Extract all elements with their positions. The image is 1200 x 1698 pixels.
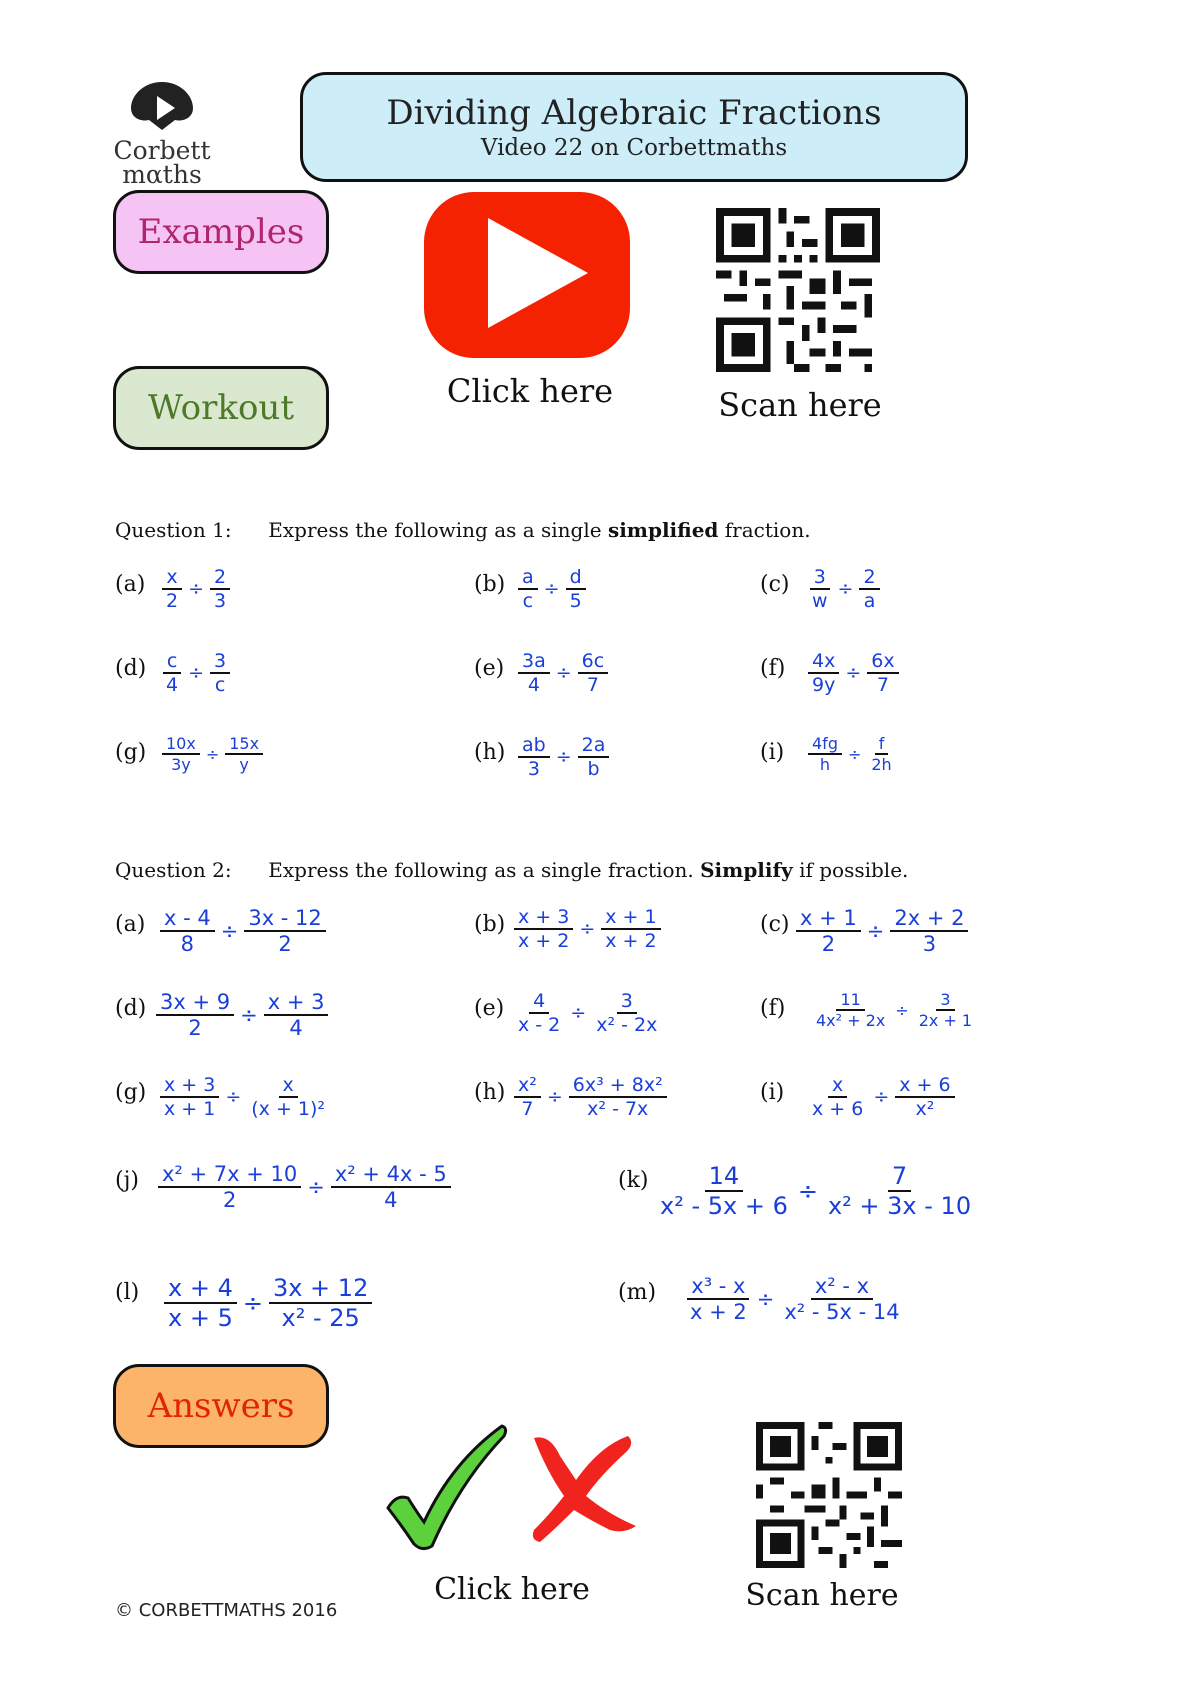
click-here-caption-bottom[interactable]: Click here <box>434 1572 590 1607</box>
denominator: 7 <box>876 674 889 696</box>
fraction <box>656 1162 792 1220</box>
numerator: 2a <box>578 734 610 758</box>
q2-item-expression <box>514 906 661 952</box>
logo-line2: mαths <box>122 160 202 189</box>
divide-sign: ÷ <box>307 1175 325 1199</box>
q1-item-label: (d) <box>115 656 147 681</box>
fraction <box>578 650 609 696</box>
fraction <box>331 1162 451 1212</box>
scan-here-caption-top: Scan here <box>718 386 882 424</box>
divide-sign: ÷ <box>895 1000 909 1020</box>
q2-item-expression <box>796 906 968 956</box>
denominator: 3 <box>527 758 540 780</box>
q2-item-label: (i) <box>760 1080 785 1105</box>
click-here-caption-top[interactable]: Click here <box>446 372 614 410</box>
fraction <box>160 1074 219 1120</box>
denominator: x² <box>915 1098 935 1120</box>
numerator: c <box>163 650 181 674</box>
fraction <box>915 990 976 1030</box>
fraction <box>244 906 325 956</box>
numerator: x² - x <box>811 1274 873 1300</box>
denominator: 3 <box>922 932 937 956</box>
q2-item-expression <box>160 906 326 956</box>
fraction <box>269 1274 372 1332</box>
numerator: 15x <box>225 734 263 755</box>
divide-sign: ÷ <box>555 746 572 768</box>
numerator: 4x <box>808 650 839 674</box>
q2-item-label: (a) <box>115 912 146 937</box>
fraction <box>859 566 879 612</box>
q2-item-label: (d) <box>115 996 147 1021</box>
q2-item-label: (h) <box>474 1080 506 1105</box>
q2-item-expression <box>158 1162 451 1212</box>
q2-item-label: (m) <box>618 1280 657 1305</box>
numerator: 4fg <box>808 734 842 755</box>
q2-item-expression <box>656 1162 975 1220</box>
denominator: w <box>812 590 828 612</box>
numerator: x + 1 <box>601 906 660 930</box>
q1-item-expression <box>518 734 609 780</box>
divide-sign: ÷ <box>845 662 862 684</box>
numerator: x + 3 <box>264 990 329 1016</box>
divide-sign: ÷ <box>220 919 239 943</box>
fraction <box>162 650 182 696</box>
q2-item-label: (k) <box>618 1168 649 1193</box>
question-1-instruction-post: fraction. <box>718 518 811 542</box>
denominator: 2 <box>278 932 292 956</box>
numerator: 10x <box>162 734 200 755</box>
q1-item-expression <box>162 650 230 696</box>
q2-item-expression <box>808 1074 955 1120</box>
denominator: y <box>239 755 249 774</box>
q1-item-label: (g) <box>115 740 147 765</box>
question-2-header <box>115 858 908 882</box>
q1-item-expression <box>808 734 896 774</box>
denominator: x + 6 <box>812 1098 864 1120</box>
fraction <box>514 906 573 952</box>
fraction <box>158 1162 301 1212</box>
q2-item-label: (e) <box>474 996 505 1021</box>
logo-line1: Corbett <box>113 136 211 165</box>
denominator: 2h <box>871 755 892 774</box>
fraction <box>210 650 230 696</box>
numerator: 7 <box>888 1162 911 1192</box>
denominator: 2 <box>166 590 179 612</box>
check-icon[interactable] <box>382 1422 510 1556</box>
question-1-header <box>115 518 811 542</box>
divide-sign: ÷ <box>188 662 205 684</box>
fraction <box>514 990 564 1036</box>
denominator: c <box>214 674 226 696</box>
fraction <box>867 734 895 774</box>
numerator: x <box>828 1074 847 1098</box>
q1-item-expression <box>162 566 230 612</box>
denominator: 2x + 1 <box>918 1011 973 1030</box>
divide-sign: ÷ <box>188 578 205 600</box>
q2-item-expression <box>686 1274 904 1324</box>
fraction <box>162 734 200 774</box>
question-2-instruction-pre: Express the following as a single fraction. <box>268 858 701 882</box>
divide-sign: ÷ <box>797 1177 818 1205</box>
q2-item-expression <box>160 1074 329 1120</box>
fraction <box>890 906 968 956</box>
fraction <box>569 1074 667 1120</box>
divide-sign: ÷ <box>225 1086 242 1108</box>
denominator: x - 2 <box>518 1014 561 1036</box>
denominator: x² + 3x - 10 <box>827 1192 972 1220</box>
numerator: x <box>162 566 181 590</box>
denominator: 4 <box>289 1016 303 1040</box>
numerator: 3 <box>936 990 954 1011</box>
divide-sign: ÷ <box>756 1287 775 1311</box>
denominator: x + 2 <box>605 930 657 952</box>
q1-item-label: (b) <box>474 572 506 597</box>
numerator: d <box>566 566 586 590</box>
denominator: x² - 5x + 6 <box>660 1192 788 1220</box>
q1-item-label: (c) <box>760 572 790 597</box>
fraction <box>824 1162 975 1220</box>
denominator: x + 2 <box>690 1300 747 1324</box>
fraction <box>518 566 538 612</box>
page-title: Dividing Algebraic Fractions <box>386 93 882 133</box>
corbett-emblem-icon <box>127 78 197 134</box>
numerator: 2x + 2 <box>890 906 968 932</box>
fraction <box>867 650 898 696</box>
fraction <box>808 1074 867 1120</box>
qr-code-icon <box>756 1422 902 1568</box>
question-1-instruction-pre: Express the following as a single <box>268 518 608 542</box>
denominator: 3y <box>171 755 191 774</box>
denominator: 5 <box>569 590 582 612</box>
denominator: x + 1 <box>164 1098 216 1120</box>
denominator: (x + 1)² <box>251 1098 326 1120</box>
denominator: 7 <box>586 674 599 696</box>
denominator: x² - 7x <box>587 1098 649 1120</box>
answers-button[interactable]: Answers <box>113 1364 329 1448</box>
denominator: 4 <box>166 674 179 696</box>
workout-button[interactable]: Workout <box>113 366 329 450</box>
q2-item-expression <box>514 1074 667 1120</box>
question-2-instruction-post: if possible. <box>792 858 909 882</box>
denominator: 2 <box>821 932 836 956</box>
divide-sign: ÷ <box>555 662 572 684</box>
divide-sign: ÷ <box>873 1086 890 1108</box>
numerator: 3x + 12 <box>269 1274 372 1304</box>
numerator: 3 <box>210 650 230 674</box>
numerator: 6x³ + 8x² <box>569 1074 667 1098</box>
question-2-instruction-bold: Simplify <box>700 858 793 882</box>
numerator: x + 3 <box>514 906 573 930</box>
denominator: 2 <box>222 1188 237 1212</box>
numerator: 4 <box>529 990 549 1014</box>
fraction <box>808 650 839 696</box>
numerator: 3x - 12 <box>244 906 325 932</box>
video-play-button[interactable] <box>424 192 630 358</box>
denominator: h <box>819 755 831 774</box>
denominator: 2 <box>188 1016 202 1040</box>
q1-item-label: (e) <box>474 656 505 681</box>
numerator: x <box>279 1074 298 1098</box>
numerator: 11 <box>836 990 864 1011</box>
numerator: x² + 7x + 10 <box>158 1162 301 1188</box>
denominator: x² - 25 <box>281 1304 360 1332</box>
title-box <box>300 72 968 182</box>
denominator: 4x² + 2x <box>816 1011 886 1030</box>
numerator: 3a <box>518 650 550 674</box>
q2-item-label: (b) <box>474 912 506 937</box>
denominator: b <box>587 758 600 780</box>
divide-sign: ÷ <box>847 744 862 764</box>
q1-item-expression <box>808 566 880 612</box>
q2-item-label: (c) <box>760 912 790 937</box>
denominator: 4 <box>384 1188 398 1212</box>
divide-sign: ÷ <box>205 744 220 764</box>
question-1-instruction-bold: simplified <box>607 518 719 542</box>
fraction <box>796 906 861 956</box>
denominator: 3 <box>214 590 227 612</box>
divide-sign: ÷ <box>242 1289 263 1317</box>
fraction <box>156 990 234 1040</box>
fraction <box>264 990 329 1040</box>
copyright-footer: © CORBETTMATHS 2016 <box>115 1600 338 1621</box>
fraction <box>210 566 230 612</box>
numerator: a <box>518 566 538 590</box>
numerator: x + 3 <box>160 1074 219 1098</box>
q2-item-label: (l) <box>115 1280 140 1305</box>
question-2-label: Question 2: <box>115 858 232 882</box>
denominator: x² - 2x <box>596 1014 658 1036</box>
q1-item-label: (i) <box>760 740 785 765</box>
denominator: 9y <box>812 674 836 696</box>
denominator: c <box>522 590 534 612</box>
examples-button[interactable]: Examples <box>113 190 329 274</box>
numerator: 6c <box>578 650 609 674</box>
fraction <box>780 1274 903 1324</box>
numerator: x² <box>514 1074 541 1098</box>
divide-sign: ÷ <box>543 578 560 600</box>
numerator: 6x <box>867 650 898 674</box>
page-subtitle: Video 22 on Corbettmaths <box>480 135 788 161</box>
fraction <box>566 566 586 612</box>
corbettmaths-logo <box>112 78 212 188</box>
q1-item-expression <box>162 734 263 774</box>
fraction <box>592 990 661 1036</box>
question-1-label: Question 1: <box>115 518 232 542</box>
q2-item-expression <box>812 990 976 1030</box>
fraction <box>514 1074 541 1120</box>
numerator: x + 1 <box>796 906 861 932</box>
q2-item-label: (f) <box>760 996 786 1021</box>
numerator: 2 <box>859 566 879 590</box>
fraction <box>601 906 660 952</box>
fraction <box>247 1074 329 1120</box>
fraction <box>578 734 610 780</box>
denominator: x + 2 <box>518 930 570 952</box>
numerator: x³ - x <box>687 1274 749 1300</box>
qr-code-icon <box>716 208 880 372</box>
divide-sign: ÷ <box>579 918 596 940</box>
denominator: x + 5 <box>168 1304 233 1332</box>
q2-item-expression <box>514 990 661 1036</box>
denominator: x² - 5x - 14 <box>784 1300 900 1324</box>
numerator: x + 6 <box>895 1074 954 1098</box>
numerator: f <box>875 734 889 755</box>
numerator: 3x + 9 <box>156 990 234 1016</box>
numerator: 3 <box>810 566 830 590</box>
fraction <box>160 906 215 956</box>
cross-icon[interactable] <box>520 1430 640 1554</box>
numerator: ab <box>518 734 550 758</box>
fraction <box>808 566 832 612</box>
q2-item-label: (j) <box>115 1168 139 1193</box>
q1-item-label: (h) <box>474 740 506 765</box>
q1-item-expression <box>808 650 899 696</box>
q1-item-label: (f) <box>760 656 786 681</box>
fraction <box>808 734 842 774</box>
scan-here-caption-bottom: Scan here <box>745 1578 899 1613</box>
fraction <box>225 734 263 774</box>
fraction <box>518 734 550 780</box>
numerator: x - 4 <box>160 906 215 932</box>
divide-sign: ÷ <box>837 578 854 600</box>
q2-item-label: (g) <box>115 1080 147 1105</box>
fraction <box>162 566 182 612</box>
divide-sign: ÷ <box>866 919 885 943</box>
fraction <box>895 1074 954 1120</box>
fraction <box>518 650 550 696</box>
fraction <box>686 1274 751 1324</box>
fraction <box>812 990 889 1030</box>
denominator: 4 <box>527 674 540 696</box>
q2-item-expression <box>156 990 328 1040</box>
q1-item-label: (a) <box>115 572 146 597</box>
divide-sign: ÷ <box>570 1002 587 1024</box>
divide-sign: ÷ <box>546 1086 563 1108</box>
fraction <box>164 1274 237 1332</box>
numerator: x + 4 <box>164 1274 237 1304</box>
q2-item-expression <box>164 1274 372 1332</box>
q1-item-expression <box>518 566 586 612</box>
divide-sign: ÷ <box>240 1003 258 1027</box>
numerator: 2 <box>210 566 230 590</box>
numerator: 14 <box>705 1162 744 1192</box>
numerator: 3 <box>617 990 637 1014</box>
denominator: 7 <box>521 1098 534 1120</box>
denominator: 8 <box>180 932 195 956</box>
denominator: a <box>863 590 876 612</box>
play-icon <box>488 218 588 328</box>
numerator: x² + 4x - 5 <box>331 1162 451 1188</box>
q1-item-expression <box>518 650 608 696</box>
